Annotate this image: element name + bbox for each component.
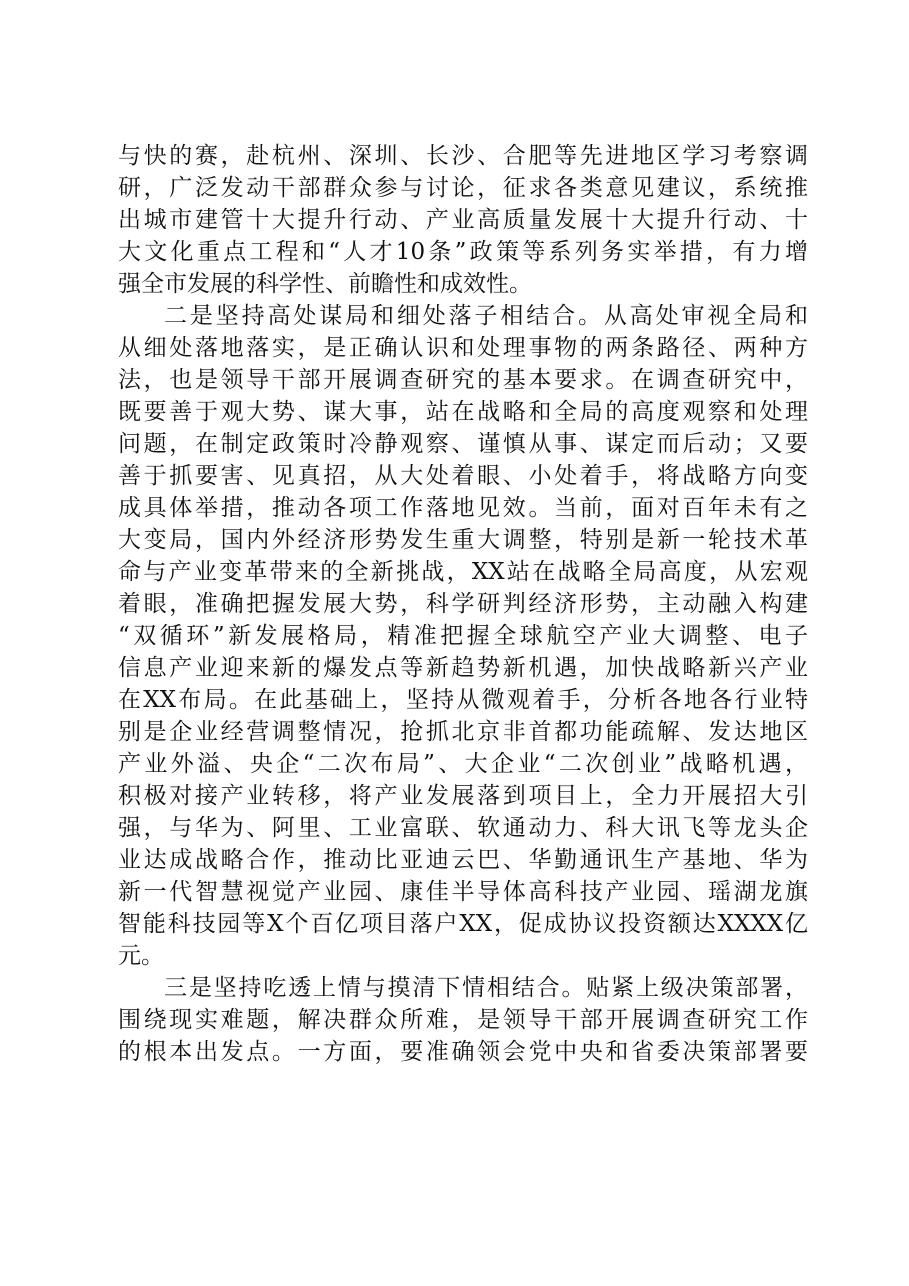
text-line: 在XX布局。在此基础上，坚持从微观着手，分析各地各行业特 <box>118 687 808 713</box>
text-line: “双循环”新发展格局，精准把握全球航空产业大调整、电子 <box>118 623 808 649</box>
text-line: 从细处落地落实，是正确认识和处理事物的两条路径、两种方 <box>118 335 808 361</box>
text-line: 二是坚持高处谋局和细处落子相结合。从高处审视全局和 <box>164 303 808 329</box>
text-line: 成具体举措，推动各项工作落地见效。当前，面对百年未有之 <box>118 495 808 521</box>
text-line: 的根本出发点。一方面，要准确领会党中央和省委决策部署要 <box>118 1039 808 1065</box>
text-line: 善于抓要害、见真招，从大处着眼、小处着手，将战略方向变 <box>118 463 808 489</box>
text-line: 三是坚持吃透上情与摸清下情相结合。贴紧上级决策部署， <box>164 975 808 1001</box>
text-line: 命与产业变革带来的全新挑战，XX站在战略全局高度，从宏观 <box>118 559 808 585</box>
text-line: 业达成战略合作，推动比亚迪云巴、华勤通讯生产基地、华为 <box>118 847 808 873</box>
text-line: 新一代智慧视觉产业园、康佳半导体高科技产业园、瑶湖龙旗 <box>118 879 808 905</box>
text-line: 既要善于观大势、谋大事，站在战略和全局的高度观察和处理 <box>118 399 808 425</box>
text-line: 积极对接产业转移，将产业发展落到项目上，全力开展招大引 <box>118 783 808 809</box>
text-line: 强全市发展的科学性、前瞻性和成效性。 <box>118 271 532 297</box>
paragraph <box>118 972 808 1068</box>
text-line: 问题，在制定政策时冷静观察、谨慎从事、谋定而后动；又要 <box>118 431 808 457</box>
text-line: 与快的赛，赴杭州、深圳、长沙、合肥等先进地区学习考察调 <box>118 143 808 169</box>
text-line: 产业外溢、央企“二次布局”、大企业“二次创业”战略机遇， <box>118 751 808 777</box>
text-line: 法，也是领导干部开展调查研究的基本要求。在调查研究中， <box>118 367 808 393</box>
paragraph <box>118 300 808 972</box>
text-line: 着眼，准确把握发展大势，科学研判经济形势，主动融入构建 <box>118 591 808 617</box>
text-line: 智能科技园等X个百亿项目落户XX，促成协议投资额达XXXX亿 <box>118 911 808 937</box>
text-line: 研，广泛发动干部群众参与讨论，征求各类意见建议，系统推 <box>118 175 808 201</box>
text-line: 大变局，国内外经济形势发生重大调整，特别是新一轮技术革 <box>118 527 808 553</box>
text-line: 元。 <box>118 943 164 969</box>
document-body <box>118 140 808 1068</box>
text-line: 出城市建管十大提升行动、产业高质量发展十大提升行动、十 <box>118 207 808 233</box>
text-line: 大文化重点工程和“人才10条”政策等系列务实举措，有力增 <box>118 239 808 265</box>
text-line: 信息产业迎来新的爆发点等新趋势新机遇，加快战略新兴产业 <box>118 655 808 681</box>
text-line: 围绕现实难题，解决群众所难，是领导干部开展调查研究工作 <box>118 1007 808 1033</box>
text-line: 别是企业经营调整情况，抢抓北京非首都功能疏解、发达地区 <box>118 719 808 745</box>
paragraph <box>118 140 808 300</box>
text-line: 强，与华为、阿里、工业富联、软通动力、科大讯飞等龙头企 <box>118 815 808 841</box>
